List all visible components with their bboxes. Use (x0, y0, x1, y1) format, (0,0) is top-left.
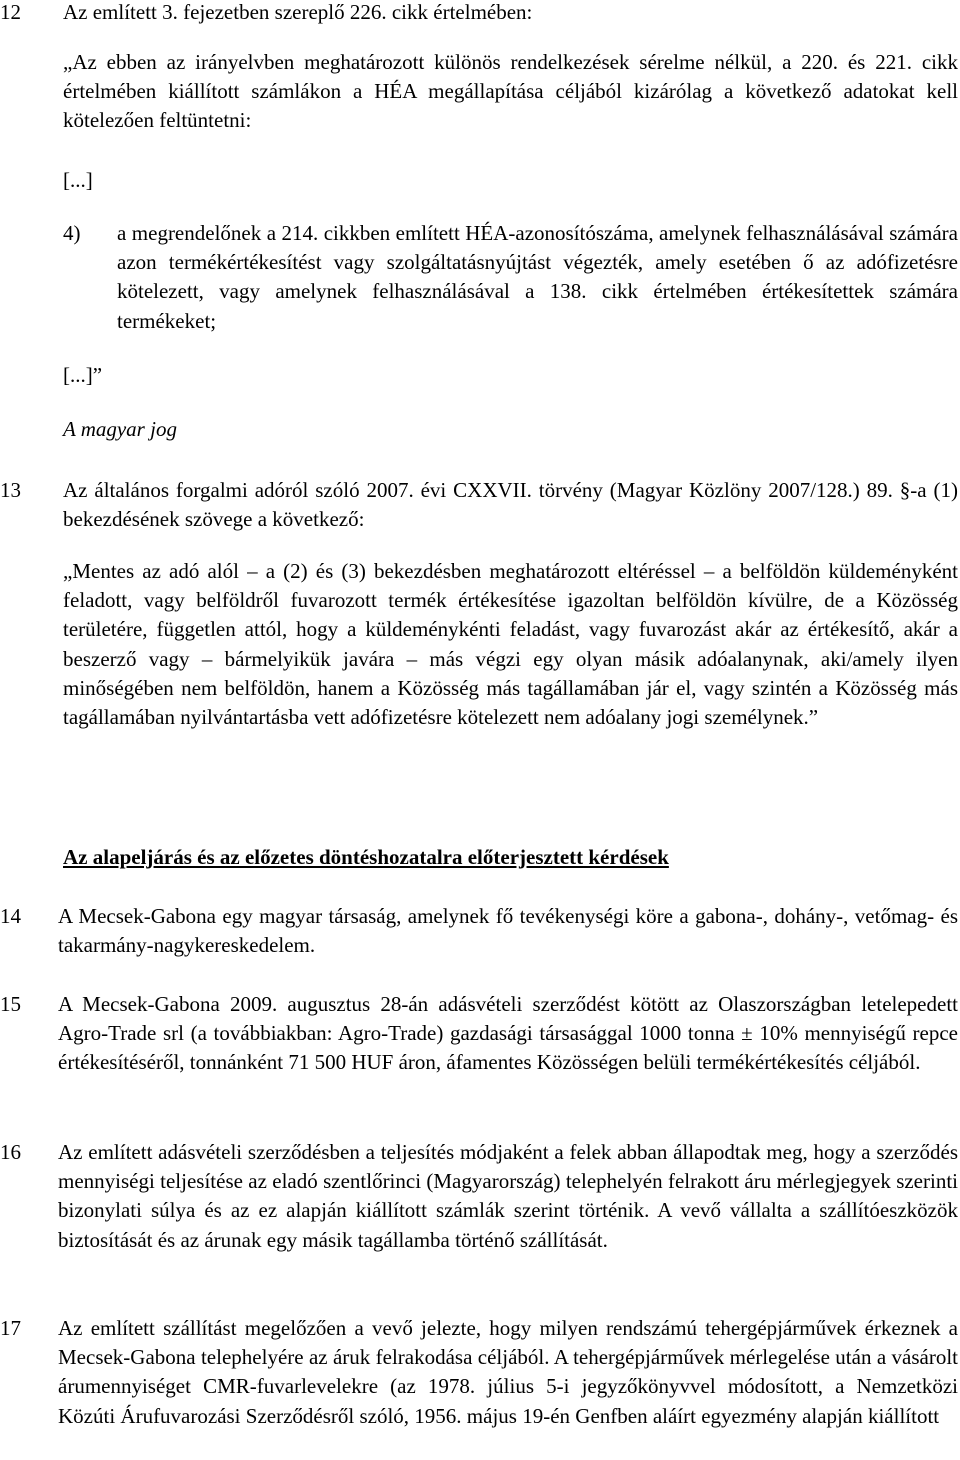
section-heading: Az alapeljárás és az előzetes döntéshozatalra előterjesztett kérdések (63, 845, 669, 869)
list-item-4-text: a megrendelőnek a 214. cikkben említett HÉA-azonosítószáma, amelynek felhasználásával számára azon termékértékesítést vagy szolgáltatásnyújtást végezték, amely esetében ő az adófizetésre kötelezett, vagy amelynek felhasználásával a 138. cikk értelmében értékesítettek számára termékeket; (117, 221, 958, 333)
paragraph-12-quote: „Az ebben az irányelvben meghatározott különös rendelkezések sérelme nélkül, a 220. és 221. cikk értelmében kiállított számlákon a HÉA megállapítása céljából kizárólag a következő adatokat kell kötelezően feltüntetni: (63, 50, 958, 133)
ellipsis-start: [...] (63, 168, 93, 192)
paragraph-number-12: 12 (0, 0, 21, 24)
paragraph-number-16: 16 (0, 1140, 21, 1164)
paragraph-16-text: Az említett adásvételi szerződésben a teljesítés módjaként a felek abban állapodtak meg, hogy a szerződés mennyiségi teljesítése az eladó szentlőrinci (Magyarország) telephelyén felrakott áru mérlegjegyek szerinti bizonylati súlya és az ez alapján kiállított számlák szerint történik. A vevő vállalta a szállítóeszközök biztosítását és az árunak egy másik tagállamba történő szállítását. (58, 1140, 958, 1252)
paragraph-15-text: A Mecsek-Gabona 2009. augusztus 28-án adásvételi szerződést kötött az Olaszországban letelepedett Agro-Trade srl (a továbbiakban: Agro-Trade) gazdasági társasággal 1000 tonna ± 10% mennyiségű repce értékesítéséről, tonnánként 71 500 HUF áron, áfamentes Közösségen belüli termékértékesítés céljából. (58, 992, 958, 1075)
paragraph-number-14: 14 (0, 904, 21, 928)
paragraph-number-15: 15 (0, 992, 21, 1016)
paragraph-17-text: Az említett szállítást megelőzően a vevő jelezte, hogy milyen rendszámú tehergépjárművek érkeznek a Mecsek-Gabona telephelyére az áruk felrakodása céljából. A tehergépjárművek mérlegelése után a vásárolt árumennyiséget CMR-fuvarlevelekre (az 1978. július 5-i jegyzőkönyvvel módosított, a Nemzetközi Közúti Árufuvarozási Szerződésről szóló, 1956. május 19-én Genfben aláírt egyezmény alapján kiállított (58, 1316, 958, 1428)
subheading-hungarian-law: A magyar jog (63, 417, 177, 441)
paragraph-number-13: 13 (0, 478, 21, 502)
ellipsis-end: [...]” (63, 363, 103, 387)
paragraph-13-quote: „Mentes az adó alól – a (2) és (3) bekezdésben meghatározott eltéréssel – a belföldön küldeményként feladott, vagy belföldről fuvarozott termék értékesítése igazoltan belföldön kívülre, de a Közösség területére, független attól, hogy a küldeménykénti feladást, vagy fuvarozást akár az értékesítő, akár a beszerző vagy – bármelyikük javára – más végzi egy olyan másik adóalanynak, aki/amely ilyen minőségében nem belföldön, hanem a Közösség más tagállamában jár el, vagy szintén a Közösség más tagállamában nyilvántartásba vett adófizetésre kötelezett nem adóalany jogi személynek.” (63, 559, 958, 730)
list-item-marker: 4) (63, 221, 81, 245)
paragraph-13-text: Az általános forgalmi adóról szóló 2007. évi CXXVII. törvény (Magyar Közlöny 2007/128.) 89. §-a (1) bekezdésének szövege a következő: (63, 478, 958, 532)
paragraph-number-17: 17 (0, 1316, 21, 1340)
paragraph-12-intro: Az említett 3. fejezetben szereplő 226. cikk értelmében: (63, 0, 533, 24)
paragraph-14-text: A Mecsek-Gabona egy magyar társaság, amelynek fő tevékenységi köre a gabona-, dohány-, vetőmag- és takarmány-nagykereskedelem. (58, 904, 958, 958)
